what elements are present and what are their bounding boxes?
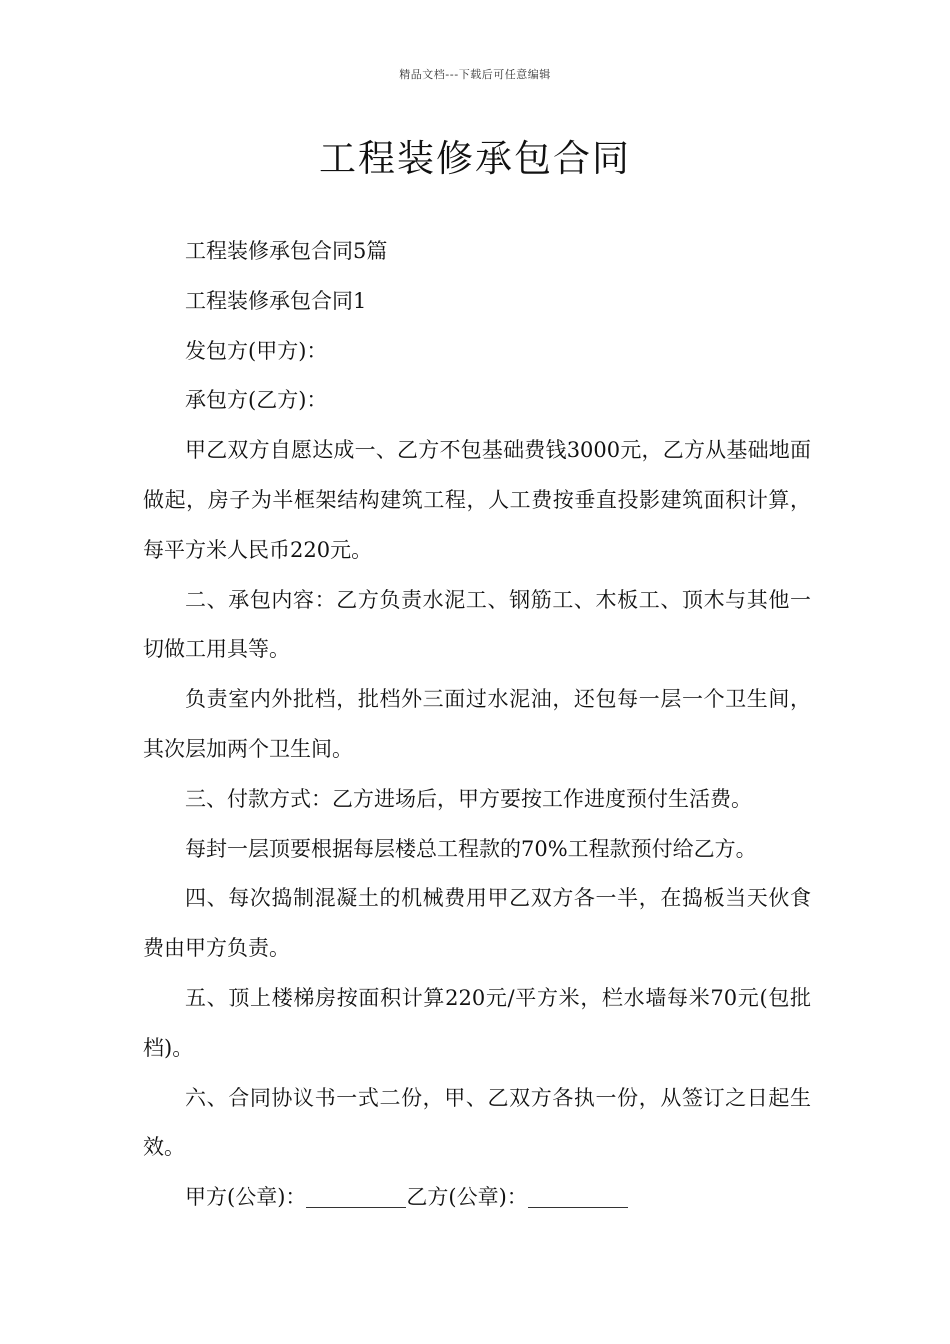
party-b-seal-label: 乙方(公章)：	[406, 1185, 528, 1210]
paragraph-clause-3-detail: 每封一层顶要根据每层楼总工程款的70%工程款预付给乙方。	[185, 836, 757, 861]
paragraph-contract-heading: 工程装修承包合同1	[185, 288, 367, 313]
paragraph-clause-1: 甲乙双方自愿达成一、乙方不包基础费钱3000元，乙方从基础地面做起，房子为半框架结构建筑工程，人工费按垂直投影建筑面积计算，每平方米人民币220元。	[143, 438, 811, 562]
document-title: 工程装修承包合同	[319, 137, 631, 180]
page-header-note: 精品文档---下载后可任意编辑	[399, 68, 551, 81]
document-body	[143, 227, 811, 1223]
party-b-signature-blank	[528, 1186, 628, 1208]
party-a-signature-blank	[306, 1186, 406, 1208]
party-a-seal-label: 甲方(公章)：	[185, 1185, 307, 1210]
paragraph-clause-3: 三、付款方式：乙方进场后，甲方要按工作进度预付生活费。	[185, 786, 752, 811]
signature-line	[143, 1173, 811, 1223]
paragraph-clause-5: 五、顶上楼梯房按面积计算220元/平方米，栏水墙每米70元(包批档)。	[143, 985, 811, 1060]
paragraph-clause-4: 四、每次捣制混凝土的机械费用甲乙双方各一半，在捣板当天伙食费由甲方负责。	[143, 886, 811, 961]
paragraph-subtitle: 工程装修承包合同5篇	[185, 239, 388, 263]
paragraph-clause-6: 六、合同协议书一式二份，甲、乙双方各执一份，从签订之日起生效。	[143, 1085, 811, 1160]
paragraph-party-b: 承包方(乙方)：	[185, 388, 328, 413]
paragraph-party-a: 发包方(甲方)：	[185, 338, 328, 363]
paragraph-clause-2: 二、承包内容：乙方负责水泥工、钢筋工、木板工、顶木与其他一切做工用具等。	[143, 587, 811, 662]
paragraph-clause-2-detail: 负责室内外批档，批档外三面过水泥油，还包每一层一个卫生间，其次层加两个卫生间。	[143, 687, 811, 761]
